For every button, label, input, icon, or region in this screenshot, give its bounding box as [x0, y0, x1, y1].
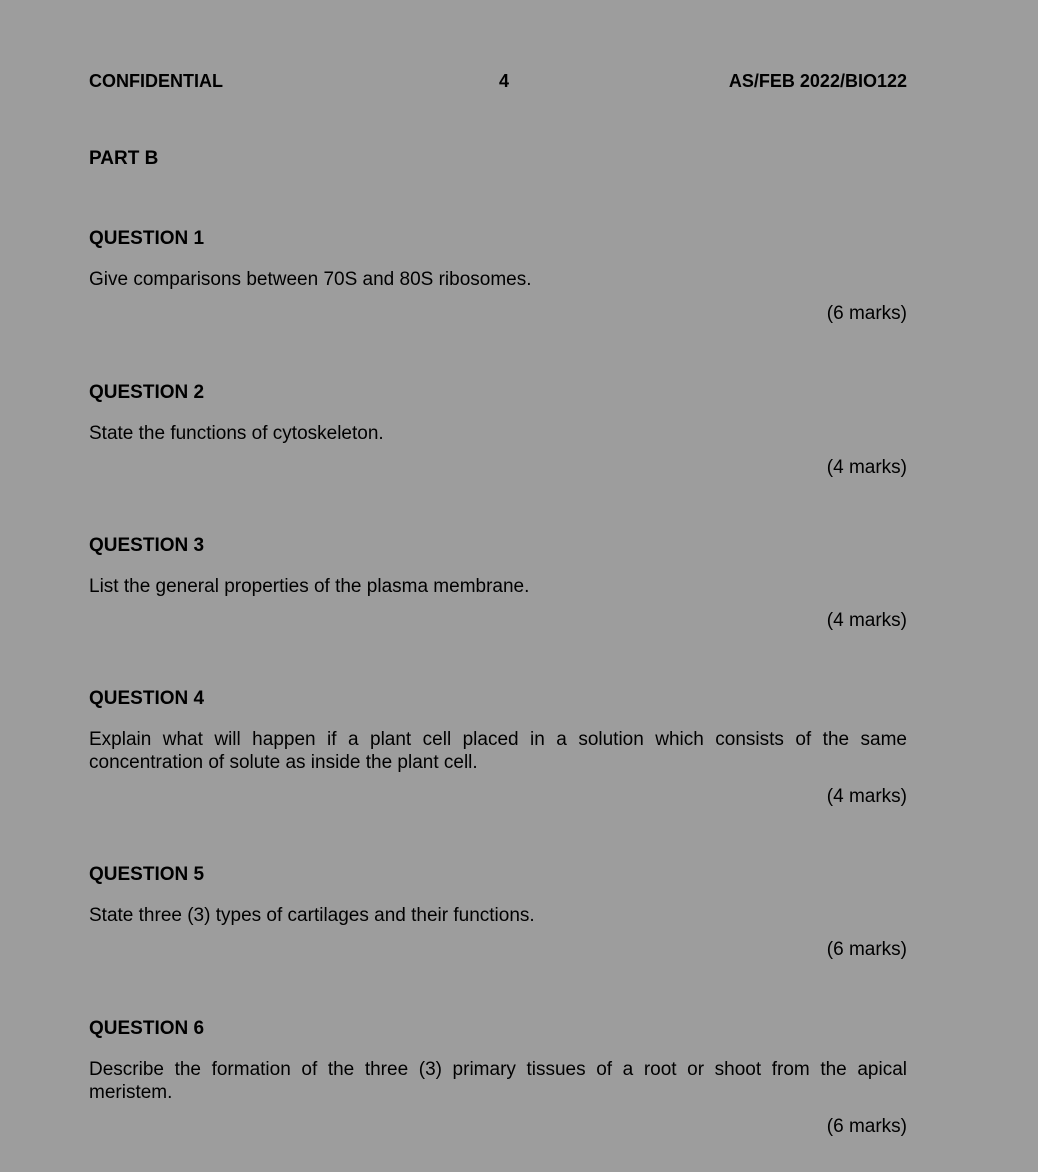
question-marks: (6 marks): [826, 1116, 907, 1137]
question-text: Give comparisons between 70S and 80S ribosomes.: [89, 269, 532, 290]
part-title: PART B: [89, 148, 159, 169]
question-block-2: [89, 382, 907, 479]
question-marks: (4 marks): [826, 457, 907, 478]
question-text: State three (3) types of cartilages and their functions.: [89, 905, 535, 926]
question-block-6: [89, 1018, 907, 1138]
question-title: QUESTION 3: [89, 535, 205, 556]
question-text: Describe the formation of the three (3) primary tissues of a root or shoot from the apical meristem.: [89, 1059, 907, 1103]
question-block-4: [89, 688, 907, 808]
question-block-1: [89, 228, 907, 325]
question-marks: (6 marks): [826, 303, 907, 324]
question-text: State the functions of cytoskeleton.: [89, 423, 384, 444]
question-text: Explain what will happen if a plant cell placed in a solution which consists of the same concentration of solute as inside the plant cell.: [89, 729, 907, 773]
question-title: QUESTION 1: [89, 228, 205, 249]
question-block-3: [89, 535, 907, 632]
header-page-number: 4: [499, 71, 510, 91]
question-title: QUESTION 5: [89, 864, 205, 885]
question-title: QUESTION 4: [89, 688, 205, 709]
question-text: List the general properties of the plasma membrane.: [89, 576, 530, 597]
question-marks: (4 marks): [826, 786, 907, 807]
question-marks: (6 marks): [826, 939, 907, 960]
question-marks: (4 marks): [826, 610, 907, 631]
question-block-5: [89, 864, 907, 961]
question-title: QUESTION 6: [89, 1018, 205, 1039]
question-title: QUESTION 2: [89, 382, 205, 403]
header-confidential: CONFIDENTIAL: [89, 71, 223, 91]
header-paper-code: AS/FEB 2022/BIO122: [728, 71, 907, 91]
